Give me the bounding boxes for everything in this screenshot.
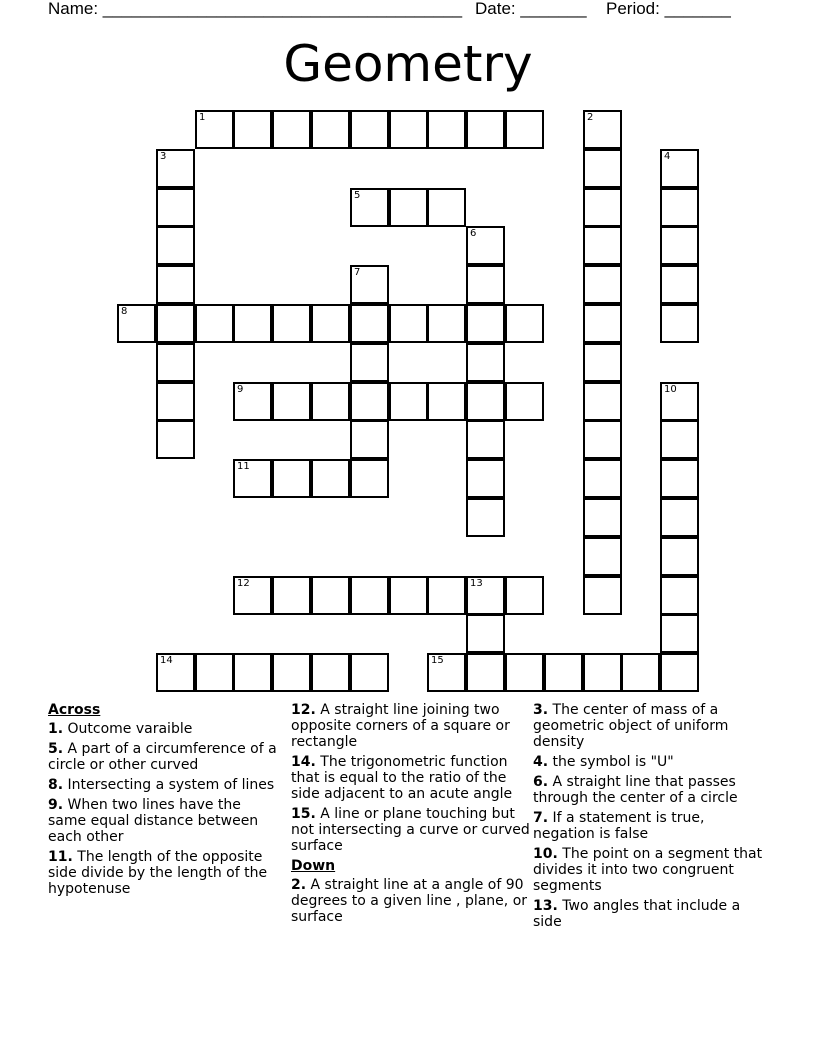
grid-cell[interactable]: [505, 382, 544, 421]
grid-cell[interactable]: [272, 459, 311, 498]
grid-cell[interactable]: [583, 382, 622, 421]
grid-cell[interactable]: [583, 188, 622, 227]
grid-cell[interactable]: [621, 653, 660, 692]
grid-cell[interactable]: [583, 653, 622, 692]
clue-down-10: 10. The point on a segment that divides it into two congruent segments: [533, 846, 763, 894]
grid-cell[interactable]: [233, 382, 272, 421]
grid-cell[interactable]: [466, 576, 505, 615]
grid-cell[interactable]: [660, 614, 699, 653]
grid-cell[interactable]: [195, 110, 234, 149]
clues-column-2: [291, 702, 531, 929]
grid-cell[interactable]: [660, 420, 699, 459]
clues-column-3: [533, 702, 768, 934]
grid-cell[interactable]: [350, 576, 389, 615]
clue-down-2: 2. A straight line at a angle of 90 degrees to a given line , plane, or surface: [291, 877, 528, 925]
grid-cell[interactable]: [272, 304, 311, 343]
grid-cell[interactable]: [427, 188, 466, 227]
grid-cell[interactable]: [660, 304, 699, 343]
grid-cell[interactable]: [272, 110, 311, 149]
grid-cell[interactable]: [660, 576, 699, 615]
grid-cell[interactable]: [233, 459, 272, 498]
down-heading: Down: [291, 858, 336, 874]
grid-cell[interactable]: [466, 382, 505, 421]
grid-cell[interactable]: [583, 420, 622, 459]
clue-across-5: 5. A part of a circumference of a circle or other curved: [48, 741, 277, 773]
grid-cell[interactable]: [660, 653, 699, 692]
grid-cell[interactable]: [389, 382, 428, 421]
grid-cell[interactable]: [505, 110, 544, 149]
grid-cell[interactable]: [156, 382, 195, 421]
clue-across-8: 8. Intersecting a system of lines: [48, 777, 275, 793]
grid-cell[interactable]: [660, 265, 699, 304]
grid-cell[interactable]: [156, 653, 195, 692]
grid-cell[interactable]: [660, 149, 699, 188]
grid-cell[interactable]: [350, 653, 389, 692]
grid-cell[interactable]: [311, 110, 350, 149]
grid-cell[interactable]: [117, 304, 156, 343]
grid-cell[interactable]: [583, 343, 622, 382]
period-field[interactable]: Period: _______: [606, 0, 731, 18]
grid-cell[interactable]: [311, 653, 350, 692]
clue-across-15: 15. A line or plane touching but not intersecting a curve or curved surface: [291, 806, 530, 854]
grid-cell[interactable]: [156, 188, 195, 227]
grid-cell[interactable]: [583, 110, 622, 149]
clue-number: 4: [664, 151, 671, 162]
grid-cell[interactable]: [583, 265, 622, 304]
clue-number: 10: [664, 384, 677, 395]
grid-cell[interactable]: [544, 653, 583, 692]
clue-number: 1: [199, 112, 206, 123]
grid-cell[interactable]: [583, 149, 622, 188]
grid-cell[interactable]: [466, 614, 505, 653]
date-field[interactable]: Date: _______: [475, 0, 587, 18]
clue-number: 6: [470, 228, 477, 239]
grid-cell[interactable]: [272, 382, 311, 421]
grid-cell[interactable]: [233, 576, 272, 615]
grid-cell[interactable]: [272, 653, 311, 692]
grid-cell[interactable]: [156, 420, 195, 459]
grid-cell[interactable]: [466, 226, 505, 265]
across-heading: Across: [48, 702, 101, 718]
grid-cell[interactable]: [350, 343, 389, 382]
grid-cell[interactable]: [505, 576, 544, 615]
grid-cell[interactable]: [466, 498, 505, 537]
clue-down-6: 6. A straight line that passes through the center of a circle: [533, 774, 738, 806]
grid-cell[interactable]: [233, 653, 272, 692]
grid-cell[interactable]: [350, 304, 389, 343]
grid-cell[interactable]: [350, 110, 389, 149]
grid-cell[interactable]: [583, 498, 622, 537]
grid-cell[interactable]: [583, 304, 622, 343]
clues-column-1: [48, 702, 280, 901]
clue-number: 9: [237, 384, 244, 395]
grid-cell[interactable]: [466, 110, 505, 149]
grid-cell[interactable]: [427, 382, 466, 421]
clue-number: 14: [160, 655, 173, 666]
grid-cell[interactable]: [156, 265, 195, 304]
clue-number: 7: [354, 267, 361, 278]
grid-cell[interactable]: [156, 149, 195, 188]
grid-cell[interactable]: [311, 382, 350, 421]
grid-cell[interactable]: [311, 304, 350, 343]
grid-cell[interactable]: [311, 576, 350, 615]
clue-number: 13: [470, 578, 483, 589]
grid-cell[interactable]: [660, 537, 699, 576]
grid-cell[interactable]: [583, 226, 622, 265]
grid-cell[interactable]: [389, 188, 428, 227]
page-title: Geometry: [283, 35, 533, 93]
grid-cell[interactable]: [660, 226, 699, 265]
grid-cell[interactable]: [195, 304, 234, 343]
grid-cell[interactable]: [350, 459, 389, 498]
clue-number: 5: [354, 190, 361, 201]
clue-number: 2: [587, 112, 594, 123]
grid-cell[interactable]: [466, 343, 505, 382]
grid-cell[interactable]: [505, 304, 544, 343]
clue-down-3: 3. The center of mass of a geometric object of uniform density: [533, 702, 729, 750]
grid-cell[interactable]: [466, 420, 505, 459]
grid-cell[interactable]: [233, 110, 272, 149]
grid-cell[interactable]: [350, 420, 389, 459]
clue-across-14: 14. The trigonometric function that is equal to the ratio of the side adjacent to an acute angle: [291, 754, 513, 802]
grid-cell[interactable]: [272, 576, 311, 615]
grid-cell[interactable]: [660, 459, 699, 498]
clue-number: 8: [121, 306, 128, 317]
clue-number: 11: [237, 461, 250, 472]
grid-cell[interactable]: [466, 653, 505, 692]
clue-number: 3: [160, 151, 167, 162]
grid-cell[interactable]: [156, 226, 195, 265]
grid-cell[interactable]: [583, 537, 622, 576]
grid-cell[interactable]: [389, 576, 428, 615]
clue-across-9: 9. When two lines have the same equal distance between each other: [48, 797, 259, 845]
grid-cell[interactable]: [350, 188, 389, 227]
clue-number: 15: [431, 655, 444, 666]
grid-cell[interactable]: [350, 265, 389, 304]
clue-across-1: 1. Outcome varaible: [48, 721, 193, 737]
clue-down-13: 13. Two angles that include a side: [533, 898, 741, 930]
grid-cell[interactable]: [350, 382, 389, 421]
grid-cell[interactable]: [505, 653, 544, 692]
grid-cell[interactable]: [389, 110, 428, 149]
grid-cell[interactable]: [583, 459, 622, 498]
grid-cell[interactable]: [466, 304, 505, 343]
grid-cell[interactable]: [660, 382, 699, 421]
clue-down-4: 4. the symbol is "U": [533, 754, 674, 770]
grid-cell[interactable]: [466, 265, 505, 304]
grid-cell[interactable]: [660, 188, 699, 227]
grid-cell[interactable]: [427, 576, 466, 615]
grid-cell[interactable]: [427, 110, 466, 149]
grid-cell[interactable]: [466, 459, 505, 498]
grid-cell[interactable]: [660, 498, 699, 537]
grid-cell[interactable]: [427, 304, 466, 343]
name-field[interactable]: Name: ______________________________________: [48, 0, 463, 18]
grid-cell[interactable]: [156, 304, 195, 343]
grid-cell[interactable]: [233, 304, 272, 343]
clue-across-11: 11. The length of the opposite side divide by the length of the hypotenuse: [48, 849, 268, 897]
clue-number: 12: [237, 578, 250, 589]
grid-cell[interactable]: [389, 304, 428, 343]
grid-cell[interactable]: [156, 343, 195, 382]
clue-down-7: 7. If a statement is true, negation is false: [533, 810, 705, 842]
clue-across-12: 12. A straight line joining two opposite corners of a square or rectangle: [291, 702, 510, 750]
grid-cell[interactable]: [583, 576, 622, 615]
grid-cell[interactable]: [427, 653, 466, 692]
grid-cell[interactable]: [311, 459, 350, 498]
grid-cell[interactable]: [195, 653, 234, 692]
